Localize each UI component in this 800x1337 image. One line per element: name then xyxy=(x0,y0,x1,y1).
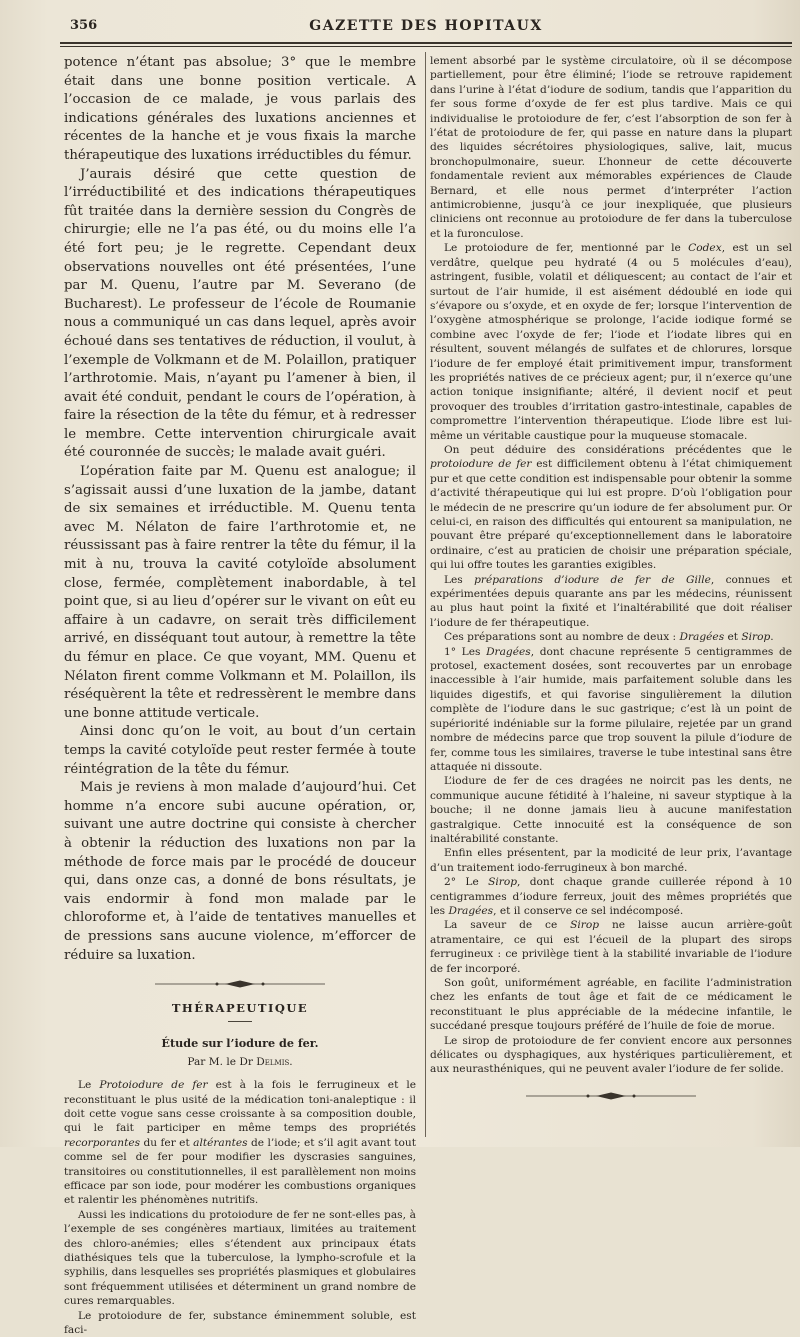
ornamental-divider-end xyxy=(526,1091,696,1101)
paragraph-gille: Les préparations d’iodure de fer de Gille, connues et expérimentées depuis quarante ans par les médecins, réunissent au plus haut point la fixité et l’inaltérabilité que doit réaliser l’iodure de fer thérapeutique. xyxy=(430,573,792,629)
author-prefix: Par M. le Dr xyxy=(187,1056,257,1069)
paragraph: Le sirop de protoiodure de fer convient encore aux personnes délicates ou dysphagiques, aux hystériques particulièrement, et aux neurasthéniques, qui ne peuvent avaler l’iodure de fer solide. xyxy=(430,1034,792,1076)
paragraph: J’aurais désiré que cette question de l’irréductibilité et des indications thérapeutiques fût traitée dans la dernière session du Congrès de chirurgie; elle ne l’a pas été, ou du moins elle l’a été fort peu; je le regrette. Cependant deux observations nouvelles ont été présentées, l’une par M. Quenu, l’autre par M. Severano (de Bucharest). Le professeur de l’école de Roumanie nous a communiqué un cas dans lequel, après avoir échoué dans ses tentatives de réduction, il voulut, à l’exemple de Volkmann et de M. Polaillon, pratiquer l’arthrotomie. Mais, n’ayant pu l’amener à bien, il avait été conduit, pendant le cours de l’opération, à faire la résection de la tête du fémur, et à redresser le membre. Cette intervention chirurgicale avait été couronnée de succès; le malade avait guéri. xyxy=(64,166,416,461)
paragraph: Ainsi donc qu’on le voit, au bout d’un certain temps la cavité cotyloïde peut rester fermée à toute réintégration de la tête du fémur. xyxy=(64,724,416,777)
paragraph: Aussi les indications du protoiodure de fer ne sont-elles pas, à l’exemple de ses congénères martiaux, limitées au traitement des chloro-anémies; elles s’étendent aux principaux états diathésiques tels que la tuberculose, la lympho-scrofule et la syphilis, dans lesquelles ses propriétés plasmiques et globulaires sont fréquemment utilisées et déterminent un grand nombre de cures remarquables. xyxy=(64,1208,416,1308)
right-column xyxy=(430,54,792,1144)
article-author xyxy=(64,1056,416,1068)
left-column xyxy=(64,54,417,1336)
page-number: 356 xyxy=(70,18,98,33)
header-rule-thin xyxy=(60,46,792,47)
paragraph: Son goût, uniformément agréable, en facilite l’administration chez les enfants de tout âge et fait de ce médicament le reconstituant le plus appréciable de la médecine infantile, le succédané presque toujours préféré de l’huile de foie de morue. xyxy=(430,977,792,1033)
paragraph-codex: Le protoiodure de fer, mentionné par le Codex, est un sel verdâtre, quelque peu hydraté (4 ou 5 molécules d’eau), astringent, fusible, volatil et déliquescent; au contact de l’air et surtout de l’air humide, il est aisément dédoublé en iode qui s’évapore ou s’oxyde, et en oxyde de fer; lorsque l’intervention de l’oxygène atmosphérique se prolonge, l’acide iodique formé se combine avec l’oxyde de fer; l’iode et l’iodate libres qui en résultent, souvent mélangés de sulfates et de chlorures, lorsque l’iodure de fer employé était primitivement impur, transforment les propriétés natives de ce précieux agent; pur, il n’exerce qu’une action tonique insignifiante; altéré, il devient nocif et peut provoquer des troubles d’irritation gastro-intestinale, capables de compromettre l’intervention thérapeutique. L’iode libre est lui-même un véritable caustique pour la muqueuse stomacale. xyxy=(430,242,792,442)
paragraph: L’iodure de fer de ces dragées ne noircit pas les dents, ne communique aucune fétidité à l’haleine, ni saveur styptique à la bouche; il ne donne jamais lieu à aucune manifestation gastralgique. Cette innocuité est la conséquence de son inaltérabilité constante. xyxy=(430,775,792,845)
paragraph: potence n’étant pas absolue; 3° que le membre était dans une bonne position verticale. A l’occasion de ce malade, je vous parlais des indications générales des luxations anciennes et récentes de la hanche et je vous fixais la marche thérapeutique des luxations irréductibles du fémur. xyxy=(64,55,416,163)
ornamental-divider xyxy=(155,979,325,989)
surgery-article-continuation xyxy=(64,54,416,965)
iodure-article-start xyxy=(64,1078,416,1337)
section-title: THÉRAPEUTIQUE xyxy=(171,1001,309,1016)
journal-title: GAZETTE DES HOPITAUX xyxy=(309,18,543,34)
paragraph-protoiodure-intro: Le Protoiodure de fer est à la fois le ferrugineux et le reconstituant le plus usité de la médication toni-analeptique : il doit cette vogue sans cesse croissante à sa composition double, qui le fait participer en même temps des propriétés recorporantes du fer et altérantes de l’iode; et s’il agit avant tout comme sel de fer pour modifier les dyscrasies sanguines, transitoires ou constitutionnelles, il est parallèlement non moins efficace par son iode, pour modérer les combustions organiques et ralentir les phénomènes nutritifs. xyxy=(64,1079,417,1207)
paragraph-two-forms: Ces préparations sont au nombre de deux : Dragées et Sirop. xyxy=(444,631,774,644)
section-rule xyxy=(228,1021,252,1022)
paragraph: Le protoiodure de fer, substance éminemment soluble, est faci- xyxy=(64,1309,416,1336)
author-name: Delmis. xyxy=(256,1056,293,1069)
paragraph-deduction: On peut déduire des considérations précédentes que le protoiodure de fer est difficilement obtenu à l’état chimiquement pur et que cette condition est indispensable pour obtenir la somme d’activité thérapeutique qui lui est propre. D’où l’obligation pour le médecin de ne prescrire qu’un iodure de fer absolument pur. Or celui-ci, en raison des difficultés qui entourent sa manipulation, ne pouvant être préparé qu’exceptionnellement dans le laboratoire ordinaire, c’est au praticien de choisir une préparation spéciale, qui lui offre toutes les garanties exigibles. xyxy=(430,443,792,572)
paragraph: Mais je reviens à mon malade d’aujourd’hui. Cet homme n’a encore subi aucune opération, or, suivant une autre doctrine qui consiste à chercher à obtenir la réduction des luxations non par la méthode de force mais par le procédé de douceur qui, dans onze cas, a donné de bons résultats, je vais endormir à fond mon malade par le chloroforme et, à l’aide de tentatives manuelles et de pressions sans aucune violence, m’efforcer de réduire sa luxation. xyxy=(64,780,416,963)
paragraph: Enfin elles présentent, par la modicité de leur prix, l’avantage d’un traitement iodo-ferrugineux à bon marché. xyxy=(430,847,792,874)
paragraph-dragees: 1° Les Dragées, dont chacune représente 5 centigrammes de protosel, exactement dosées, sont recouvertes par un enrobage inaccessible à l’air humide, mais parfaitement soluble dans les liquides digestifs, et qui favorise singulièrement la dilution complète de l’iodure dans le suc gastrique; c’est là un point de supériorité indéniable sur la forme pilulaire, rejetée par un grand nombre de médecins parce que trop souvent la pilule d’iodure de fer, comme tous les similaires, traverse le tube intestinal sans être attaquée ni dissoute. xyxy=(430,645,792,773)
page-header xyxy=(60,14,792,38)
paragraph: lement absorbé par le système circulatoire, où il se décompose partiellement, pour être éliminé; l’iode se retrouve rapidement dans l’urine à l’état d’iodure de sodium, tandis que l’apparition du fer sous forme d’oxyde de fer est plus tardive. Mais ce qui individualise le protoiodure de fer, c’est l’absorption de son fer à l’état de protoiodure de fer, qui passe en nature dans la plupart des liquides sécrétoires physiologiques, salive, lait, mucus bronchopulmonaire, sueur. L’honneur de cette découverte fondamentale revient aux mémorables expériences de Claude Bernard, et elle nous permet d’interpréter l’action antimicrobienne, jusqu’à ce jour inexpliquée, que plusieurs cliniciens ont reconnue au protoiodure de fer dans la tuberculose et la furonculose. xyxy=(430,55,792,240)
paragraph-sirop: 2° Le Sirop, dont chaque grande cuillerée répond à 10 centigrammes d’iodure ferreux, jouit des mêmes propriétés que les Dragées, et il conserve ce sel indécomposé. xyxy=(430,876,792,917)
column-divider xyxy=(425,52,426,1137)
article-title: Étude sur l’iodure de fer. xyxy=(161,1036,319,1051)
paragraph-saveur: La saveur de ce Sirop ne laisse aucun arrière-goût atramentaire, ce qui est l’écueil de la plupart des sirops ferrugineux : ce privilège tient à la stabilité invariable de l’iodure de fer incorporé. xyxy=(430,919,792,975)
header-rule-thick xyxy=(60,42,792,44)
paragraph: L’opération faite par M. Quenu est analogue; il s’agissait aussi d’une luxation de la jambe, datant de six semaines et irréductible. M. Quenu tenta avec M. Nélaton de faire l’arthrotomie et, ne réussissant pas à faire rentrer la tête du fémur, il la mit à nu, trouva la cavité cotyloïde absolument close, fermée, complètement inabordable, à tel point que, si au lieu d’opérer sur le vivant on eût eu affaire à un cadavre, on serait très difficilement arrivé, en disséquant tout autour, à remettre la tête du fémur en place. Ce que voyant, MM. Quenu et Nélaton firent comme Volkmann et M. Polaillon, ils réséquèrent la tête et redressèrent le membre dans une bonne attitude verticale. xyxy=(64,464,416,721)
